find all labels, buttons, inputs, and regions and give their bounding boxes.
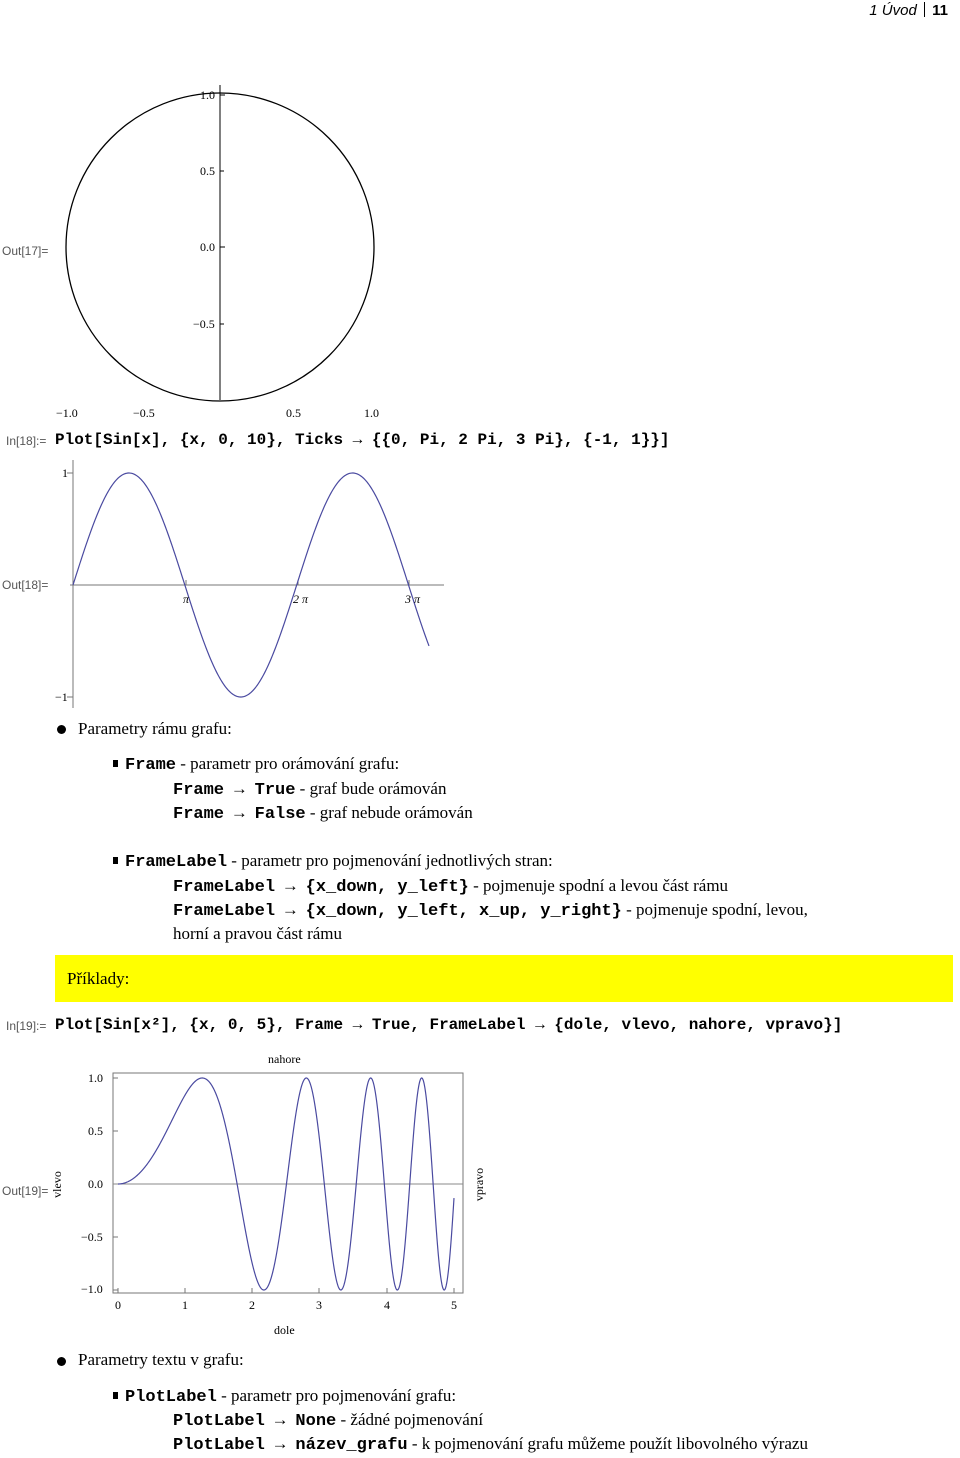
out18-label: Out[18]= — [2, 578, 49, 592]
framelabel-line3: horní a pravou část rámu — [173, 924, 342, 943]
sine-xtick-3pi: 3 π — [405, 592, 421, 606]
in18-code[interactable]: Plot[Sin[x], {x, 0, 10}, Ticks → {{0, Pi, 2 Pi, 3 Pi}, {-1, 1}}] — [55, 431, 670, 449]
plotlabel-desc: - parametr pro pojmenování grafu: — [216, 1386, 457, 1405]
frame-ytick-2: 0.5 — [88, 1124, 103, 1138]
frame-ytick-3: 0.0 — [88, 1177, 103, 1191]
plotlabel-keyword: PlotLabel — [125, 1388, 217, 1407]
text-params-heading: Parametry textu v grafu: — [78, 1350, 244, 1369]
page-number: 11 — [932, 2, 948, 19]
plot-frame — [113, 1073, 463, 1293]
in19-label: In[19]:= — [6, 1019, 47, 1033]
framelabel-keyword: FrameLabel — [125, 853, 228, 872]
chapter-label: 1 Úvod — [869, 2, 917, 19]
in18-label: In[18]:= — [6, 434, 47, 448]
in19-code[interactable]: Plot[Sin[x²], {x, 0, 5}, Frame → True, FrameLabel → {dole, vlevo, nahore, vpravo}] — [55, 1016, 843, 1034]
circle-ytick-1: 1.0 — [200, 88, 215, 102]
plotlabel-name-desc: - k pojmenování grafu můžeme použít libovolného výrazu — [407, 1434, 808, 1453]
frame-xtick-5: 5 — [451, 1298, 457, 1312]
out17-label: Out[17]= — [2, 244, 49, 258]
sine-xtick-pi: π — [183, 592, 190, 606]
framelabel-desc: - parametr pro pojmenování jednotlivých stran: — [227, 851, 553, 870]
plotlabel-none-desc: - žádné pojmenování — [336, 1410, 484, 1429]
frame-xtick-0: 0 — [115, 1298, 121, 1312]
frame-true-desc: - graf bude orámován — [295, 779, 447, 798]
circle-xtick-2: −0.5 — [133, 406, 155, 420]
frame-xtick-3: 3 — [316, 1298, 322, 1312]
frame-ytick-4: −0.5 — [81, 1230, 103, 1244]
frame-label-top: nahore — [268, 1052, 301, 1066]
frame-false-desc: - graf nebude orámován — [305, 803, 473, 822]
sine-ytick-bottom: −1 — [55, 690, 68, 704]
circle-xtick-3: 0.5 — [286, 406, 301, 420]
plotlabel-name-line — [173, 1434, 808, 1455]
circle-ytick-4: −0.5 — [193, 317, 215, 331]
frame-true-code: Frame → True — [173, 781, 296, 800]
plotlabel-param-line — [125, 1386, 456, 1407]
frame-label-left: vlevo — [49, 1171, 64, 1198]
frame-desc: - parametr pro orámování grafu: — [176, 754, 400, 773]
circle-ytick-2: 0.5 — [200, 164, 215, 178]
circle-ytick-3: 0.0 — [200, 240, 215, 254]
frame-label-right: vpravo — [472, 1167, 487, 1202]
framelabel-line1-code: FrameLabel → {x_down, y_left} — [173, 878, 469, 897]
plotlabel-none-line — [173, 1410, 483, 1431]
frame-keyword: Frame — [125, 756, 177, 775]
plotlabel-name-code: PlotLabel → název_grafu — [173, 1436, 408, 1455]
frame-ytick-5: −1.0 — [81, 1282, 103, 1296]
circle-xtick-4: 1.0 — [364, 406, 379, 420]
frame-xtick-2: 2 — [249, 1298, 255, 1312]
frame-params-heading: Parametry rámu grafu: — [78, 719, 232, 738]
frame-ytick-1: 1.0 — [88, 1071, 103, 1085]
sine-ytick-top: 1 — [62, 466, 68, 480]
sine-xtick-2pi: 2 π — [293, 592, 309, 606]
frame-false-code: Frame → False — [173, 805, 306, 824]
plotlabel-none-code: PlotLabel → None — [173, 1412, 337, 1431]
circle-xtick-1: −1.0 — [56, 406, 78, 420]
plotlabel-square-bullet — [113, 1392, 118, 1399]
framelabel-line2-code: FrameLabel → {x_down, y_left, x_up, y_right} — [173, 902, 622, 921]
frame-label-bottom: dole — [274, 1323, 295, 1337]
frame-xtick-1: 1 — [182, 1298, 188, 1312]
frame-xtick-4: 4 — [384, 1298, 390, 1312]
bullet-text-params — [57, 1357, 66, 1366]
examples-label: Příklady: — [67, 969, 130, 988]
framelabel-line2-desc: - pojmenuje spodní, levou, — [621, 900, 808, 919]
framelabel-line1-desc: - pojmenuje spodní a levou část rámu — [468, 876, 729, 895]
out19-label: Out[19]= — [2, 1184, 49, 1198]
